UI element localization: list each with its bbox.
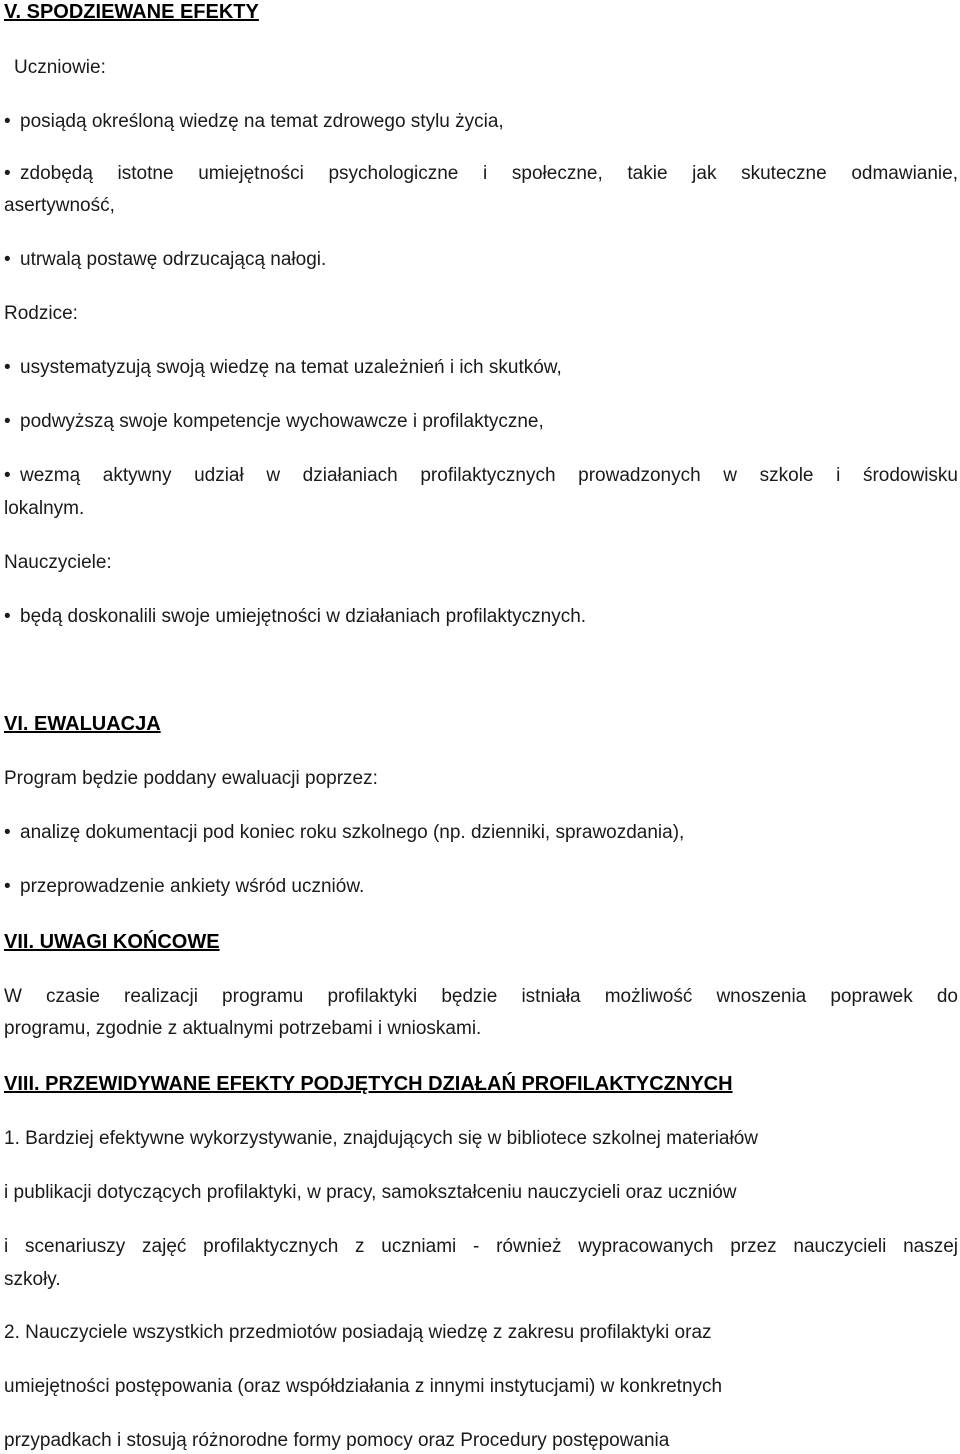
section-5-heading: V. SPODZIEWANE EFEKTY bbox=[4, 1, 259, 23]
section-8-heading: VIII. PRZEWIDYWANE EFEKTY PODJĘTYCH DZIAŁAŃ PROFILAKTYCZNYCH bbox=[4, 1073, 733, 1095]
paragraph-line: przypadkach i stosują różnorodne formy pomocy oraz Procedury postępowania bbox=[4, 1430, 670, 1451]
parents-label: Rodzice: bbox=[4, 303, 78, 324]
paragraph-line: umiejętności postępowania (oraz współdziałania z innymi instytucjami) w konkretnych bbox=[4, 1376, 723, 1397]
list-item: • utrwalą postawę odrzucającą nałogi. bbox=[4, 248, 960, 272]
section-6-heading: VI. EWALUACJA bbox=[4, 713, 161, 735]
paragraph-line: 1. Bardziej efektywne wykorzystywanie, znajdujących się w bibliotece szkolnej materiałów bbox=[4, 1128, 758, 1149]
paragraph-line: W czasie realizacji programu profilaktyki będzie istniała możliwość wnoszenia poprawek do bbox=[4, 986, 958, 1007]
list-item: • podwyższą swoje kompetencje wychowawcze i profilaktyczne, bbox=[4, 410, 960, 434]
list-item: • posiądą określoną wiedzę na temat zdrowego stylu życia, bbox=[4, 110, 960, 134]
paragraph-line: programu, zgodnie z aktualnymi potrzebami i wnioskami. bbox=[4, 1018, 482, 1039]
list-item: • usystematyzują swoją wiedzę na temat uzależnień i ich skutków, bbox=[4, 356, 960, 380]
evaluation-intro: Program będzie poddany ewaluacji poprzez: bbox=[4, 768, 378, 789]
list-item-continuation: asertywność, bbox=[4, 195, 115, 216]
list-item: • analizę dokumentacji pod koniec roku szkolnego (np. dzienniki, sprawozdania), bbox=[4, 821, 960, 845]
list-item: • zdobędą istotne umiejętności psychologiczne i społeczne, takie jak skuteczne odmawianie, bbox=[4, 162, 958, 186]
teachers-label: Nauczyciele: bbox=[4, 552, 112, 573]
list-item-continuation: lokalnym. bbox=[4, 498, 85, 519]
paragraph-line: szkoły. bbox=[4, 1269, 61, 1290]
list-item: • przeprowadzenie ankiety wśród uczniów. bbox=[4, 875, 960, 899]
list-item: • wezmą aktywny udział w działaniach profilaktycznych prowadzonych w szkole i środowisku bbox=[4, 464, 958, 488]
section-7-heading: VII. UWAGI KOŃCOWE bbox=[4, 931, 220, 953]
paragraph-line: i publikacji dotyczących profilaktyki, w pracy, samokształceniu nauczycieli oraz uczniów bbox=[4, 1182, 737, 1203]
paragraph-line: i scenariuszy zajęć profilaktycznych z uczniami - również wypracowanych przez nauczycieli naszej bbox=[4, 1236, 958, 1257]
list-item: • będą doskonalili swoje umiejętności w działaniach profilaktycznych. bbox=[4, 605, 960, 629]
paragraph-line: 2. Nauczyciele wszystkich przedmiotów posiadają wiedzę z zakresu profilaktyki oraz bbox=[4, 1322, 712, 1343]
students-label: Uczniowie: bbox=[14, 57, 106, 78]
